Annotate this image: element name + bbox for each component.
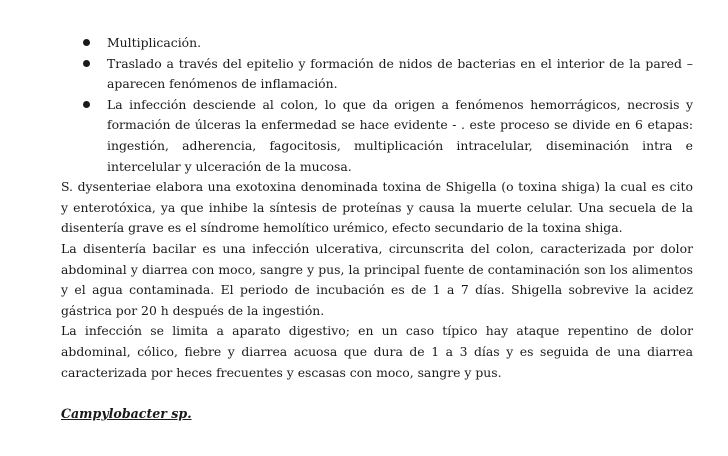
bullet-item-epithelium (61, 54, 693, 95)
bullet-item-colon (61, 95, 693, 177)
bullet-text: La infección desciende al colon, lo que da origen a fenómenos hemorrágicos, necrosis y formación de úlceras la enfermedad se hace evidente - . este proceso se divide en 6 etapas: ingestión, adherencia, fagocitosis, multiplicación intracelular, diseminación intra e intercelular y ulceración de la mucosa. (107, 96, 693, 174)
bullet-list (61, 33, 693, 177)
bullet-item-multiplication (61, 33, 693, 54)
document-page (61, 33, 693, 425)
section-heading: Campylobacter sp. (61, 406, 192, 422)
paragraph-infection-course: La infección se limita a aparato digestivo; en un caso típico hay ataque repentino de dolor abdominal, cólico, fiebre y diarrea acuosa que dura de 1 a 3 días y es seguida de una diarrea caracterizada por heces frecuentes y escasas con moco, sangre y pus. (61, 323, 693, 380)
bullet-dot-icon (83, 60, 90, 67)
paragraph-bacillary-dysentery: La disentería bacilar es una infección ulcerativa, circunscrita del colon, caracterizada por dolor abdominal y diarrea con moco, sangre y pus, la principal fuente de contaminación son los alimentos y el agua contaminada. El periodo de incubación es de 1 a 7 días. Shigella sobrevive la acidez gástrica por 20 h después de la ingestión. (61, 240, 693, 318)
bullet-dot-icon (83, 101, 90, 108)
bullet-dot-icon (83, 39, 90, 46)
bullet-text: Traslado a través del epitelio y formación de nidos de bacterias en el interior de la pared – aparecen fenómenos de inflamación. (107, 55, 693, 92)
bullet-text: Multiplicación. (107, 35, 202, 50)
paragraph-exotoxin: S. dysenteriae elabora una exotoxina denominada toxina de Shigella (o toxina shiga) la cual es cito y enterotóxica, ya que inhibe la síntesis de proteínas y causa la muerte celular. Una secuela de la disentería grave es el síndrome hemolítico urémico, efecto secundario de la toxina shiga. (61, 179, 693, 236)
